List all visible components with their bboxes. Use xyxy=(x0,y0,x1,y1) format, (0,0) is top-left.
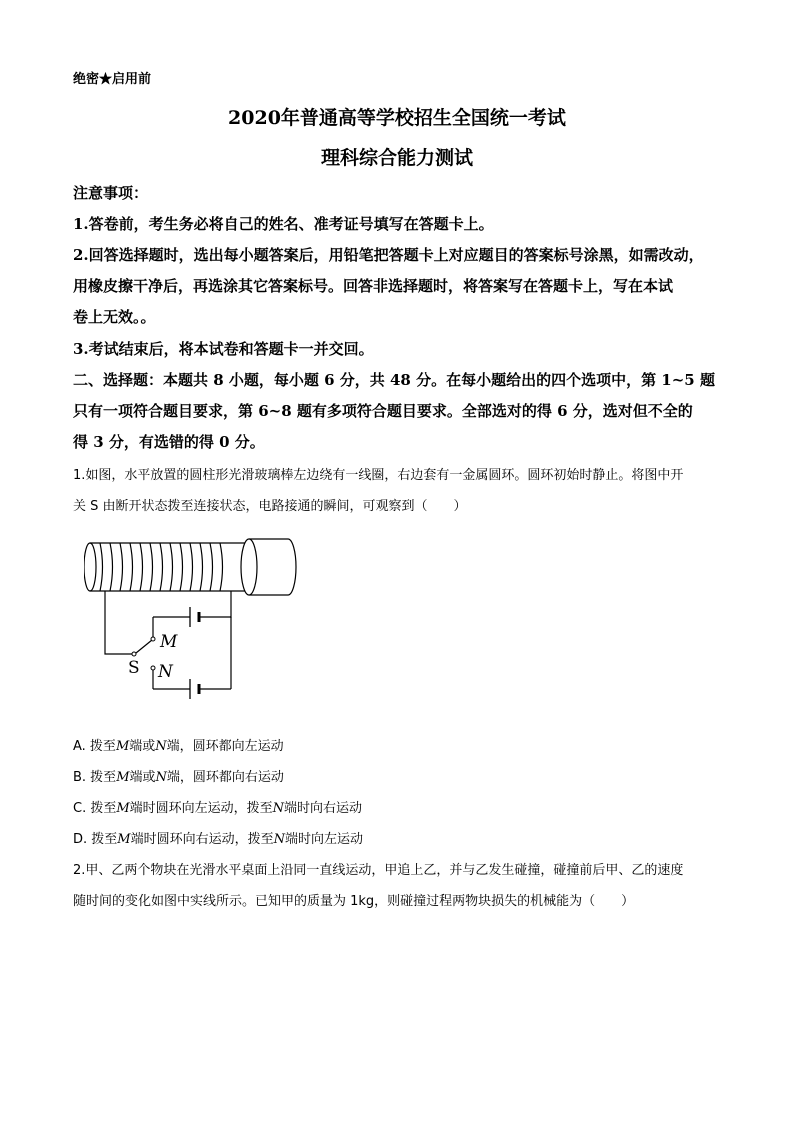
q1-option-a: A. 拨至M端或N端，圆环都向左运动 xyxy=(73,739,284,754)
switch-lever xyxy=(136,640,152,653)
coil-turn xyxy=(160,543,163,591)
coil-turn xyxy=(170,543,173,591)
contact-m xyxy=(151,637,155,641)
metal-ring-front xyxy=(241,539,257,595)
exam-subtitle: 理科综合能力测试 xyxy=(320,147,473,169)
exam-title: 2020年普通高等学校招生全国统一考试 xyxy=(228,107,566,129)
coil-turn xyxy=(220,543,223,591)
coil-turn xyxy=(110,543,113,591)
switch-pivot xyxy=(132,652,136,656)
coil-turn xyxy=(120,543,123,591)
q1-stem-line-1: 1.如图，水平放置的圆柱形光滑玻璃棒左边绕有一线圈，右边套有一金属圆环。圆环初始时静止。将图中开 xyxy=(73,468,684,483)
coil-turn xyxy=(100,543,103,591)
q2-stem-line-2: 随时间的变化如图中实线所示。已知甲的质量为 1kg，则碰撞过程两物块损失的机械能为（ ） xyxy=(73,894,635,909)
section-line-3: 得 3 分，有选错的得 0 分。 xyxy=(73,433,265,451)
coil-turn xyxy=(200,543,203,591)
coil-turn xyxy=(180,543,183,591)
label-m: M xyxy=(160,632,178,652)
q1-option-d: D. 拨至M端时圆环向右运动，拨至N端时向左运动 xyxy=(73,832,363,847)
coil-turn xyxy=(140,543,143,591)
section-line-2: 只有一项符合题目要求，第 6~8 题有多项符合题目要求。全部选对的得 6 分，选对但不全的 xyxy=(73,402,693,420)
wire-right-top xyxy=(230,591,231,617)
wire-left xyxy=(105,591,132,654)
q1-option-c: C. 拨至M端时圆环向左运动，拨至N端时向右运动 xyxy=(73,801,363,816)
coil-turn xyxy=(210,543,213,591)
notice-line-3: 用橡皮擦干净后，再选涂其它答案标号。回答非选择题时，将答案写在答题卡上，写在本试 xyxy=(73,277,674,295)
label-n: N xyxy=(158,662,173,682)
coil-turn xyxy=(190,543,193,591)
coil-circuit-figure xyxy=(84,535,299,700)
q1-option-b: B. 拨至M端或N端，圆环都向右运动 xyxy=(73,770,284,785)
q2-stem-line-1: 2.甲、乙两个物块在光滑水平桌面上沿同一直线运动，甲追上乙，并与乙发生碰撞，碰撞前后甲、乙的速度 xyxy=(73,863,684,878)
notice-line-2: 2.回答选择题时，选出每小题答案后，用铅笔把答题卡上对应题目的答案标号涂黑，如需改动， xyxy=(73,246,704,264)
confidential-label: 绝密★启用前 xyxy=(73,72,152,87)
q1-stem-line-2: 关 S 由断开状态拨至连接状态，电路接通的瞬间，可观察到（ ） xyxy=(73,499,467,514)
contact-n xyxy=(151,666,155,670)
coil-turn xyxy=(130,543,133,591)
notice-line-4: 卷上无效。。 xyxy=(73,308,156,326)
coil-turn xyxy=(150,543,153,591)
label-s: S xyxy=(128,658,140,678)
section-line-1: 二、选择题：本题共 8 小题，每小题 6 分，共 48 分。在每小题给出的四个选项中，第 1~5 题 xyxy=(73,371,715,389)
notice-heading: 注意事项： xyxy=(73,184,149,202)
rod-left-end xyxy=(84,543,96,591)
notice-line-1: 1.答卷前，考生务必将自己的姓名、准考证号填写在答题卡上。 xyxy=(73,215,494,233)
notice-line-5: 3.考试结束后，将本试卷和答题卡一并交回。 xyxy=(73,340,374,358)
